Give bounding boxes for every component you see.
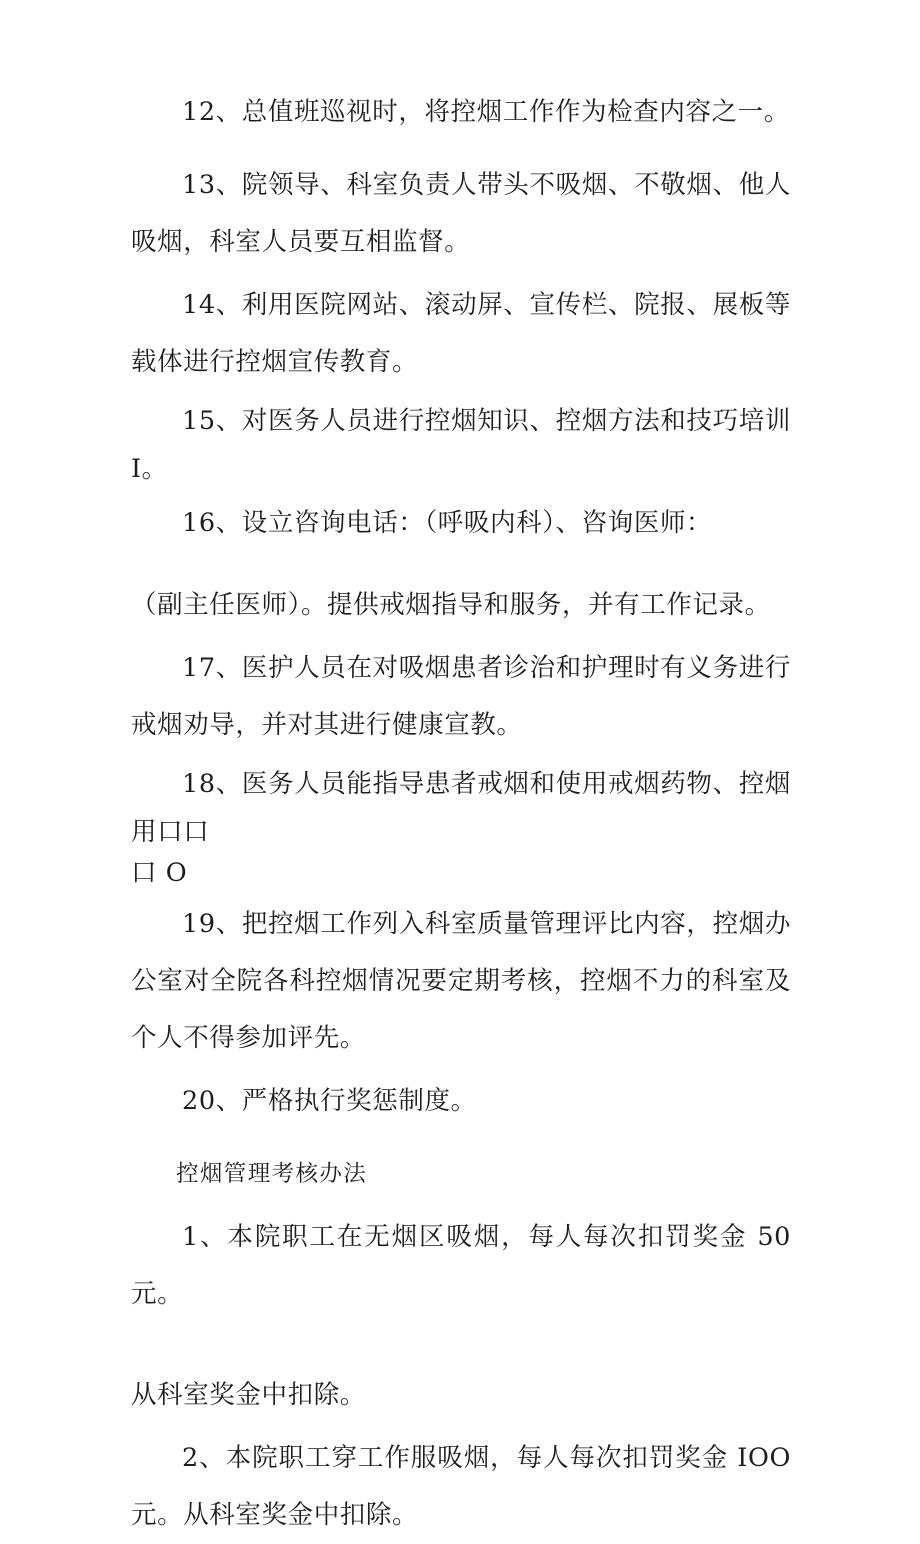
clause-18: 18、医务人员能指导患者戒烟和使用戒烟药物、控烟用口口 xyxy=(131,769,791,847)
clause-16: 16、设立咨询电话：（呼吸内科）、咨询医师： xyxy=(182,508,713,538)
spacer xyxy=(131,141,791,157)
assessment-method-heading: 控烟管理考核办法 xyxy=(176,1161,368,1187)
penalty-1-continuation: 从科室奖金中扣除。 xyxy=(131,1380,366,1410)
spacer xyxy=(131,547,791,577)
spacer xyxy=(131,1323,791,1367)
penalty-1: 1、本院职工在无烟区吸烟，每人每次扣罚奖金 50 元。 xyxy=(131,1222,791,1309)
clause-16-continuation: （副主任医师）。提供戒烟指导和服务，并有工作记录。 xyxy=(131,590,771,620)
clause-19: 19、把控烟工作列入科室质量管理评比内容，控烟办公室对全院各科控烟情况要定期考核，控烟不力的科室及个人不得参加评先。 xyxy=(131,909,791,1053)
clause-14: 14、利用医院网站、滚动屏、宣传栏、院报、展板等载体进行控烟宣传教育。 xyxy=(131,290,791,377)
clause-12: 12、总值班巡视时，将控烟工作作为检查内容之一。 xyxy=(182,97,790,127)
penalty-2: 2、本院职工穿工作服吸烟，每人每次扣罚奖金 IOO 元。从科室奖金中扣除。 xyxy=(131,1443,791,1530)
spacer xyxy=(131,1130,791,1146)
clause-17: 17、医护人员在对吸烟患者诊治和护理时有义务进行戒烟劝导，并对其进行健康宣教。 xyxy=(131,653,791,740)
document-text-body xyxy=(131,84,791,1544)
clause-13: 13、院领导、科室负责人带头不吸烟、不敬烟、他人吸烟，科室人员要互相监督。 xyxy=(131,170,791,257)
clause-20: 20、严格执行奖惩制度。 xyxy=(182,1086,477,1116)
clause-18-continuation: 口 O xyxy=(131,858,188,888)
clause-15: 15、对医务人员进行控烟知识、控烟方法和技巧培训 I。 xyxy=(131,406,791,484)
